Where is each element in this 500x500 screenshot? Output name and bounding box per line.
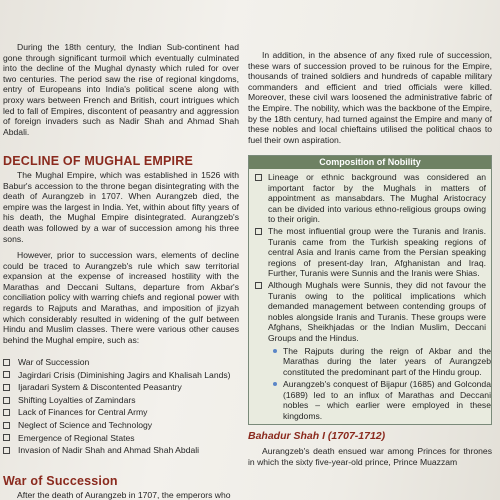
- section-heading-war-of-succession: War of Succession: [3, 474, 118, 488]
- checkbox-bullet-icon: [255, 174, 262, 181]
- list-item: Shifting Loyalties of Zamindars: [3, 394, 239, 407]
- list-item: Invasion of Nadir Shah and Ahmad Shah Abdali: [3, 444, 239, 457]
- checkbox-bullet-icon: [255, 282, 262, 289]
- list-item: War of Succession: [3, 356, 239, 369]
- section-heading-bahadur-shah: Bahadur Shah I (1707-1712): [248, 430, 386, 442]
- checkbox-bullet-icon: [3, 434, 10, 441]
- intro-paragraph-right: In addition, in the absence of any fixed rule of succession, these wars of succession proved to be ruinous for the Empire, thousands of trained soldiers and hundreds of capable military commanders and efficient and tried officials were killed. Moreover, these civil wars loosened the administrative fabric of the Empire. The nobility, which was the backbone of the Empire, by the 18th century, had turned against the Empire and many of these nobles and local chieftains utilised the political chaos to fuel their own aspiration.: [248, 50, 492, 145]
- bullet-dot-icon: [273, 349, 277, 353]
- nobility-list: [249, 169, 491, 344]
- list-item: The most influential group were the Turanis and Iranis. Turanis came from the Turkish speaking regions of central Asia and Iranis came from the Persian speaking regions of present-day Iran, Afghanistan and Iraq. Further, Turanis were Sunnis and the Iranis were Shias.: [255, 226, 486, 279]
- intro-paragraph: During the 18th century, the Indian Sub-continent had gone through significant turmoil which eventually culminated into the decline of the Mughal dynasty which ruled for over two centuries. The period saw the rise of regional kingdoms, entry of Europeans into India's political scene along with proxy wars between French and British, court intrigues which led to fall of Empires, discontent of peasantry and aggression of foreign invaders such as Nadir Shah and Ahmad Shah Abdali.: [3, 42, 239, 137]
- decline-paragraph-1: The Mughal Empire, which was established in 1526 with Babur's accession to the throne began disintegrating with the death of Aurangzeb in 1707. When Aurangzeb died, the empire was the largest in India. Yet, within about fifty years of his death, the Mughal Empire disintegrated. Aurangzeb's death was followed by a war of succession among his three sons.: [3, 170, 239, 244]
- causes-list: [3, 356, 239, 457]
- list-item: Neglect of Science and Technology: [3, 419, 239, 432]
- checkbox-bullet-icon: [3, 359, 10, 366]
- nobility-sublist: [249, 346, 491, 422]
- list-item: Emergence of Regional States: [3, 432, 239, 445]
- war-paragraph: After the death of Aurangzeb in 1707, the emperors who: [17, 490, 231, 500]
- bullet-dot-icon: [273, 382, 277, 386]
- list-item: The Rajputs during the reign of Akbar and the Marathas during the later years of Aurangzeb constituted the predominant part of the Hindu group.: [273, 346, 491, 378]
- checkbox-bullet-icon: [3, 422, 10, 429]
- list-item: Although Mughals were Sunnis, they did not favour the Turanis owing to the political implications which demanded management between contending groups of nobles alongside Iranis and Turanis. These groups were Afghans, Sheikhjadas or the Indian Muslim, Deccani Groups and the Hindus.: [255, 280, 486, 344]
- decline-paragraph-2: However, prior to succession wars, elements of decline could be traced to Aurangzeb's rule which saw territorial expansion at the expense of increased hostility with the Marathas and Deccani Sultans, departure from Akbar's conciliation policy with warring chiefs and regional power with regards to Rajputs and Marathas, and imposition of jizyah which considerably resulted in widening of the gulf between Hindu and Muslim classes. There were various other causes behind the Mughal empire, such as:: [3, 250, 239, 345]
- checkbox-bullet-icon: [255, 228, 262, 235]
- checkbox-bullet-icon: [3, 384, 10, 391]
- list-item: Lack of Finances for Central Army: [3, 406, 239, 419]
- list-item: Aurangzeb's conquest of Bijapur (1685) and Golconda (1689) led to an influx of Marathas and Deccani nobles – which earlier were employed in these kingdoms.: [273, 379, 491, 421]
- checkbox-bullet-icon: [3, 409, 10, 416]
- bahadur-paragraph: Aurangzeb's death ensued war among Princes for thrones in which the sixty five-year-old prince, Prince Muazzam: [248, 446, 492, 467]
- nobility-box: [248, 155, 492, 425]
- checkbox-bullet-icon: [3, 447, 10, 454]
- list-item: Jagirdari Crisis (Diminishing Jagirs and Khalisah Lands): [3, 369, 239, 382]
- list-item: Ijaradari System & Discontented Peasantry: [3, 381, 239, 394]
- nobility-box-title: Composition of Nobility: [249, 156, 491, 169]
- checkbox-bullet-icon: [3, 397, 10, 404]
- list-item: Lineage or ethnic background was considered an important factor by the Mughals in matters of appointment as mansabdars. The Mughal Aristocracy can be divided into various ethno-religious groups owing to their origin.: [255, 172, 486, 225]
- checkbox-bullet-icon: [3, 371, 10, 378]
- section-heading-decline: DECLINE OF MUGHAL EMPIRE: [3, 154, 193, 168]
